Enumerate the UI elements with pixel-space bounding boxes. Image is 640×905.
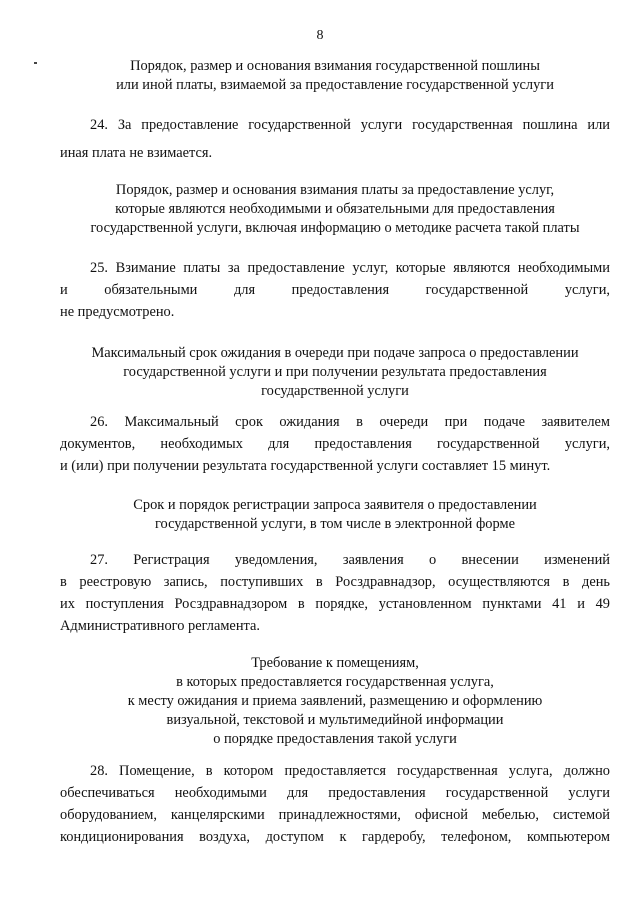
paragraph-26 bbox=[60, 413, 610, 476]
heading-fee-order bbox=[55, 57, 615, 95]
heading-line: к месту ожидания и приема заявлений, размещению и оформлению bbox=[127, 693, 543, 709]
paragraph-line: и обязательными для предоставления государственной услуги, bbox=[60, 282, 610, 298]
heading-line: Порядок, размер и основания взимания платы за предоставление услуг, bbox=[115, 182, 555, 198]
paragraph-line: оборудованием, канцелярскими принадлежностями, офисной мебелью, системой bbox=[60, 807, 610, 823]
heading-registration bbox=[70, 496, 600, 534]
heading-line: государственной услуги, в том числе в электронной форме bbox=[155, 516, 515, 532]
paragraph-line: 27. Регистрация уведомления, заявления о внесении изменений bbox=[90, 552, 610, 568]
heading-queue-time bbox=[55, 344, 615, 401]
paragraph-25 bbox=[60, 259, 610, 322]
paragraph-line: кондиционирования воздуха, доступом к гардеробу, телефоном, компьютером bbox=[60, 829, 610, 845]
paragraph-line: 26. Максимальный срок ожидания в очереди при подаче заявителем bbox=[90, 414, 610, 430]
heading-line: визуальной, текстовой и мультимедийной информации bbox=[166, 712, 504, 728]
heading-line: о порядке предоставления такой услуги bbox=[213, 731, 457, 747]
heading-line: государственной услуги, включая информацию о методике расчета такой платы bbox=[90, 220, 580, 236]
paragraph-line: их поступления Росздравнадзором в порядке, установленном пунктами 41 и 49 bbox=[60, 596, 610, 612]
heading-line: Максимальный срок ожидания в очереди при подаче запроса о предоставлении bbox=[91, 345, 579, 361]
heading-line: государственной услуги и при получении результата предоставления bbox=[123, 364, 547, 380]
paragraph-line: Административного регламента. bbox=[60, 618, 260, 634]
paragraph-line: 24. За предоставление государственной услуги государственная пошлина или bbox=[90, 117, 610, 133]
paragraph-line: 28. Помещение, в котором предоставляется государственная услуга, должно bbox=[90, 763, 610, 779]
heading-line: Порядок, размер и основания взимания государственной пошлины bbox=[130, 58, 540, 74]
paragraph-28 bbox=[60, 762, 610, 847]
page-number: 8 bbox=[316, 28, 324, 43]
paragraph-line: обеспечиваться необходимыми для предоставления государственной услуги bbox=[60, 785, 610, 801]
heading-required-services-fee bbox=[55, 181, 615, 238]
paragraph-line: в реестровую запись, поступивших в Росздравнадзор, осуществляются в день bbox=[60, 574, 610, 590]
paragraph-27 bbox=[60, 551, 610, 636]
heading-line: в которых предоставляется государственная услуга, bbox=[176, 674, 494, 690]
paragraph-line: 25. Взимание платы за предоставление услуг, которые являются необходимыми bbox=[90, 260, 610, 276]
paragraph-24 bbox=[60, 116, 610, 163]
heading-line: государственной услуги bbox=[261, 383, 409, 399]
paragraph-line: документов, необходимых для предоставления государственной услуги, bbox=[60, 436, 610, 452]
paragraph-line: не предусмотрено. bbox=[60, 304, 175, 320]
heading-line: Требование к помещениям, bbox=[251, 655, 419, 671]
paragraph-line: и (или) при получении результата государственной услуги составляет 15 минут. bbox=[60, 458, 551, 474]
heading-line: которые являются необходимыми и обязательными для предоставления bbox=[115, 201, 555, 217]
heading-premises bbox=[55, 654, 615, 749]
scan-mark bbox=[34, 62, 37, 64]
heading-line: Срок и порядок регистрации запроса заявителя о предоставлении bbox=[133, 497, 537, 513]
paragraph-line: иная плата не взимается. bbox=[60, 145, 213, 161]
heading-line: или иной платы, взимаемой за предоставление государственной услуги bbox=[116, 77, 554, 93]
